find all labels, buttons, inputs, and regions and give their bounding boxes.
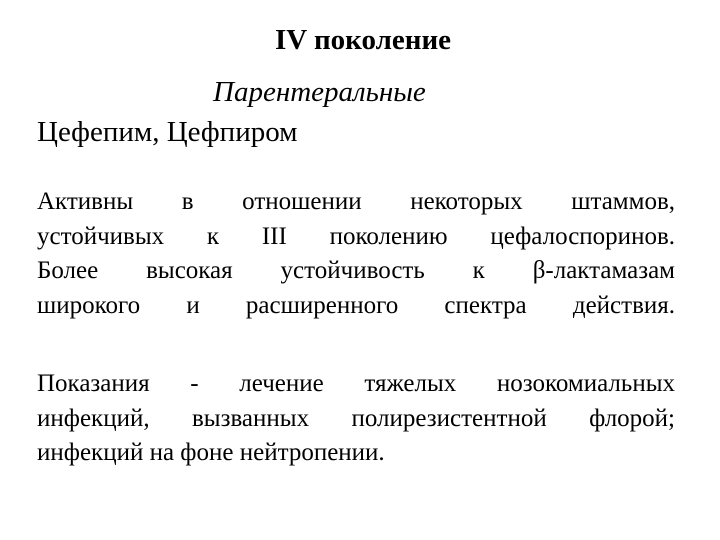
- slide-title: IV поколение: [275, 24, 452, 56]
- activity-line: Активны в отношении некоторых штаммов,: [37, 188, 675, 215]
- indications-line: Показания - лечение тяжелых нозокомиальных: [37, 370, 675, 397]
- activity-line: широкого и расширенного спектра действия.: [37, 291, 675, 319]
- activity-paragraph: [37, 185, 675, 323]
- slide-subtitle: Парентеральные: [213, 76, 426, 108]
- activity-line: Более высокая устойчивость к β-лактамазам: [37, 257, 675, 284]
- drug-names: Цефепим, Цефпиром: [37, 116, 298, 148]
- indications-line: инфекций на фоне нейтропении.: [37, 439, 385, 466]
- indications-line: инфекций, вызванных полирезистентной флорой;: [37, 404, 675, 432]
- activity-line: устойчивых к III поколению цефалоспоринов.: [37, 222, 675, 250]
- indications-paragraph: [37, 367, 675, 471]
